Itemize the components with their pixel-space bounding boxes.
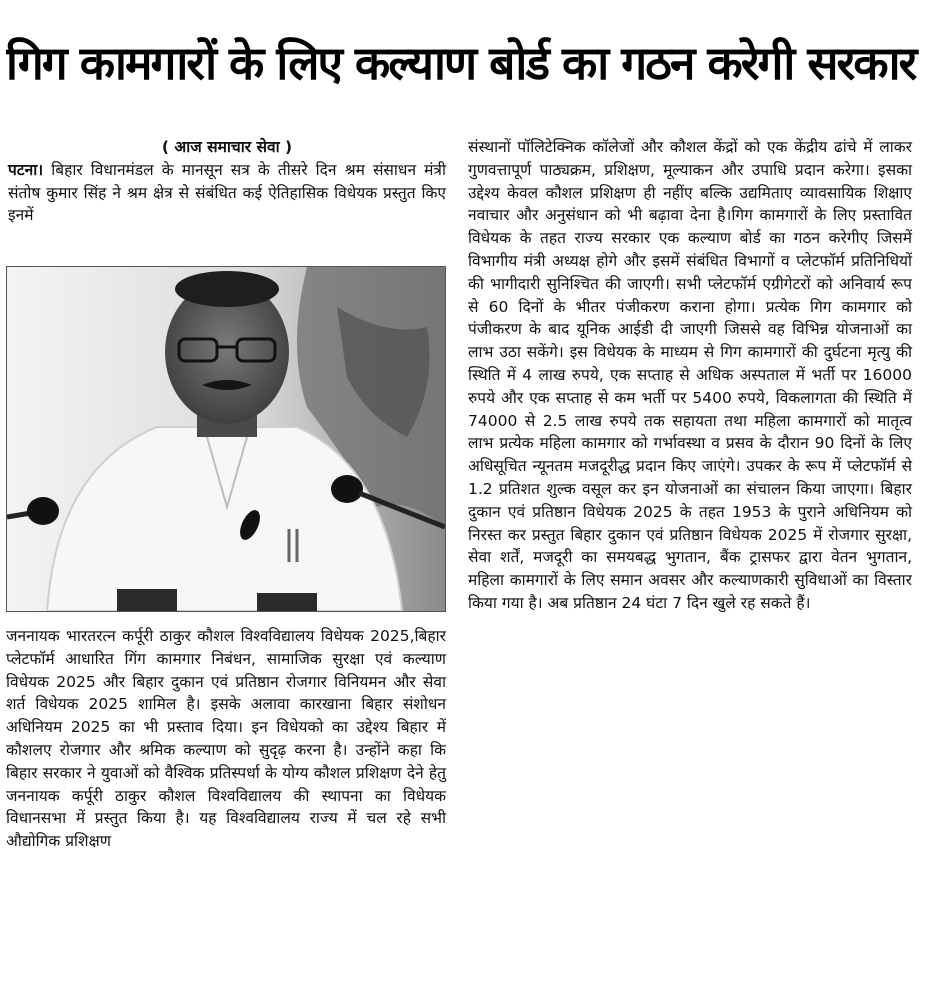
article-column-left-top bbox=[8, 136, 446, 227]
news-source: ( आज समाचार सेवा ) bbox=[161, 138, 293, 156]
headline: गिग कामगारों के लिए कल्याण बोर्ड का गठन करेगी सरकार bbox=[6, 36, 916, 90]
article-paragraph-intro: बिहार विधानमंडल के मानसून सत्र के तीसरे दिन श्रम संसाधन मंत्री संतोष कुमार सिंह ने श्रम क्षेत्र से संबंधित कई ऐतिहासिक विधेयक प्रस्तुत किए इनमें bbox=[8, 160, 446, 225]
article-column-left-bottom: जननायक भारतरत्न कर्पूरी ठाकुर कौशल विश्वविद्यालय विधेयक 2025,बिहार प्लेटफॉर्म आधारित गिंग कामगार निबंधन, सामाजिक सुरक्षा एवं कल्याण विधेयक 2025 और बिहार दुकान एवं प्रतिष्ठान रोजगार विनियमन और सेवा शर्त विधेयक 2025 शामिल है। इसके अलावा कारखाना बिहार संशोधन अधिनियम 2025 का भी प्रस्ताव दिया। इन विधेयको का उद्देश्य बिहार में कौशलए रोजगार और श्रमिक कल्याण को सुदृढ़ करना है। उन्होंने कहा कि बिहार सरकार ने युवाओं को वैश्विक प्रतिस्पर्धा के योग्य कौशल प्रशिक्षण देने हेतु जननायक कर्पूरी ठाकुर कौशल विश्वविद्यालय की स्थापना का विधेयक विधानसभा में प्रस्तुत किया है। यह विश्वविद्यालय राज्य में चल रहे सभी औद्योगिक प्रशिक्षण bbox=[6, 627, 446, 851]
dateline: पटना। bbox=[8, 160, 44, 179]
article-column-right: संस्थानों पॉलिटेक्निक कॉलेजों और कौशल केंद्रों को एक केंद्रीय ढांचे में लाकर गुणवत्तापूर्ण पाठ्यक्रम, प्रशिक्षण, मूल्याकन और उपाधि प्रदान करेगा। इसका उद्देश्य केवल कौशल प्रशिक्षण ही नहींए बल्कि उद्यमिताए व्यावसायिक शिक्षाए नवाचार और अनुसंधान को भी बढ़ावा देना है।गिग कामगारों के लिए प्रस्तावित विधेयक के तहत राज्य सरकार एक कल्याण बोर्ड का गठन करेगीए जिसमें विभागीय मंत्री अध्यक्ष होगे और इसमें संबंधित विभागों व प्लेटफॉर्म प्रतिनिधियों की भागीदारी सुनिश्चित की जाएगी। सभी प्लेटफॉर्म एग्रीगेटरों को अनिवार्य रूप से 60 दिनों के भीतर पंजीकरण कराना होगा। प्रत्येक गिग कामगार को पंजीकरण के बाद यूनिक आईडी दी जाएगी जिससे वह विभिन्न योजनाओं का लाभ उठा सकेंगे। इस विधेयक के माध्यम से गिग कामगारों की दुर्घटना मृत्यु की स्थिति में 4 लाख रुपये, एक सप्ताह से अधिक अस्पताल में भर्ती पर 16000 रुपये और एक सप्ताह से कम भर्ती पर 5400 रुपये, विकलागता की स्थिति में 74000 से 2.5 लाख रुपये तक सहायता तथा महिला कामगारों को मातृत्व लाभ प्रत्येक महिला कामगार को गर्भावस्था व प्रसव के दौरान 90 दिनों के लिए अधिसूचित न्यूनतम मजदूरीद्ध प्रदान किए जाएंगे। उपकर के रूप में प्लेटफॉर्म से 1.2 प्रतिशत शुल्क वसूल कर इन योजनाओं का संचालन किया जाएगा। बिहार दुकान एवं प्रतिष्ठान विधेयक 2025 के तहत 1953 के पुराने अधिनियम को निरस्त कर प्रस्तुत बिहार दुकान एवं प्रतिष्ठान विधेयक 2025 में रोजगार सुरक्षा, सेवा शर्तें, मजदूरी का समयबद्ध भुगतान, बैंक ट्रासफर द्वारा वेतन भुगतान, महिला कामगारों के लिए समान अवसर और कल्याणकारी सुविधाओं का विस्तार किया गया है। अब प्रतिष्ठान 24 घंटा 7 दिन खुले रह सकते हैं। bbox=[468, 138, 912, 612]
minister-photo bbox=[6, 266, 446, 612]
